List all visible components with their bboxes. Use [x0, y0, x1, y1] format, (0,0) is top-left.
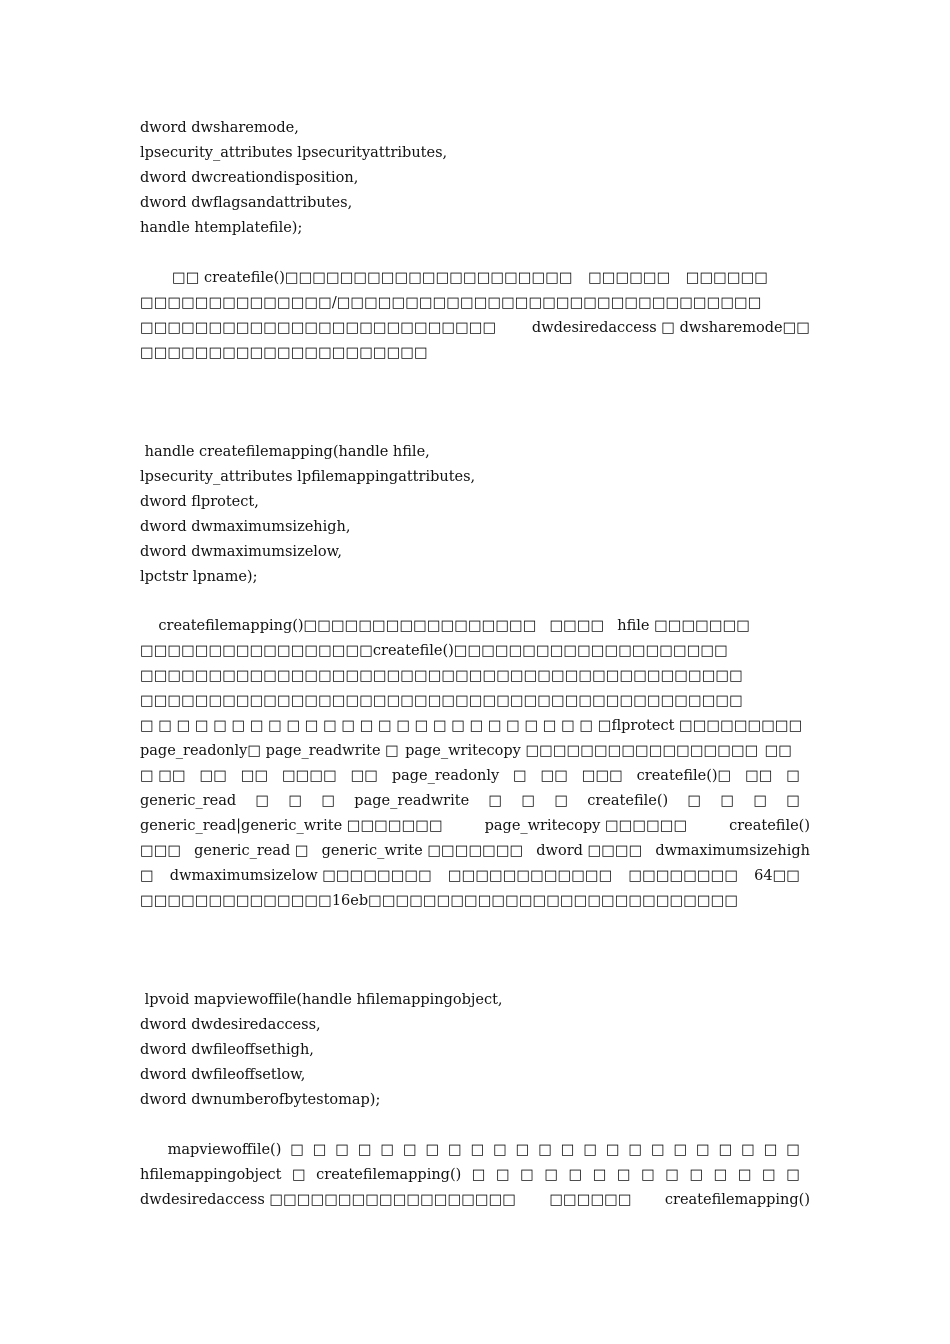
text-run: □ [290, 1142, 304, 1158]
text-run: □□□□□□□□□□□□□□□□□ [140, 643, 373, 659]
code-line: dword dwfileoffsetlow, [140, 1067, 306, 1083]
text-run: □ [741, 1142, 755, 1158]
text-run: □ [753, 793, 768, 809]
code-line: dword dwmaximumsizehigh, [140, 519, 351, 535]
text-run: □ [696, 1142, 710, 1158]
text-run: □ [448, 1142, 462, 1158]
text-run: □□ [540, 768, 568, 784]
text-run: □ [521, 793, 536, 809]
text-run: □ [650, 1142, 665, 1158]
text-run: □ [673, 1142, 688, 1158]
paragraph-line [140, 889, 739, 914]
text-run: /□□□□□□□□□□□□ [331, 295, 502, 311]
text-run: □ [335, 1142, 349, 1158]
text-run: □ [520, 1167, 534, 1183]
text-run: □ [380, 1142, 395, 1158]
text-run: page_writecopy □□□□□□ [484, 818, 688, 834]
text-run: □□□□□□□□□□□□□□□□□□□□□□□□□□ [140, 320, 497, 336]
text-run: generic_read [140, 793, 237, 809]
text-run: □ [470, 1142, 485, 1158]
text-run: dwdesiredaccess □□□□□□□□□□□□□□□□□□ [140, 1192, 516, 1208]
text-run: □ [687, 793, 702, 809]
text-run: □ [312, 1142, 327, 1158]
code-line: dword flprotect, [140, 494, 259, 510]
text-run: □ [425, 1142, 440, 1158]
text-run: □ [493, 1142, 507, 1158]
paragraph-line [140, 764, 800, 789]
text-run: hfile □□□□□□□ [617, 618, 750, 634]
text-run: □ [689, 1167, 704, 1183]
text-run: □ [495, 1167, 510, 1183]
text-run: □ [616, 1167, 631, 1183]
code-line: dword dwsharemode, [140, 120, 299, 136]
code-line: lpvoid mapviewoffile(handle hfilemappingobject, [140, 992, 503, 1008]
text-run: □□□□□□ [685, 270, 768, 286]
text-run: □□ [240, 768, 269, 784]
text-run: □ [568, 1167, 583, 1183]
text-run: □ [720, 793, 735, 809]
text-run: createfile()□ [636, 768, 732, 784]
paragraph-line [140, 316, 810, 341]
text-run: □□□□□□□ [235, 295, 332, 311]
text-run: □ [515, 1142, 530, 1158]
code-line: lpsecurity_attributes lpsecurityattributes, [140, 145, 448, 161]
text-run: 16eb□□□□□□□□□□□□□□□□□□□□□□□□□□□ [331, 893, 739, 909]
text-run: □□□□ [281, 768, 337, 784]
paragraph-line: □□□□□□□□□□□□□□□□□□□□□ [140, 345, 428, 361]
text-run: □□ createfile()□□□□□□□□□□□□□□□□□□□□□ [172, 270, 573, 286]
text-run: createfilemapping() [664, 1192, 810, 1208]
code-line: dword dwmaximumsizelow, [140, 544, 342, 560]
text-run: □ [554, 793, 569, 809]
text-run: □ [357, 1142, 372, 1158]
paragraph-line [140, 291, 762, 316]
text-run: □ [665, 1167, 679, 1183]
text-run: □□□□□□□□ [628, 868, 739, 884]
text-run: □ [402, 1142, 417, 1158]
text-run: □□□□□□ [549, 1192, 632, 1208]
text-run: □ [538, 1142, 552, 1158]
text-run: □□ [764, 743, 792, 759]
text-run: dwmaximumsizelow □□□□□□□□ [169, 868, 432, 884]
text-run: □□□ [581, 768, 623, 784]
text-run: □ [641, 1167, 655, 1183]
text-run: □ [255, 793, 270, 809]
text-run: □□□□□□□□□ [501, 295, 625, 311]
text-run: hfilemappingobject [140, 1167, 282, 1183]
text-run: □□□ [140, 843, 182, 859]
text-run: mapviewoffile() [140, 1142, 282, 1158]
text-run: □ [592, 1167, 607, 1183]
text-run: □ □□ [140, 768, 186, 784]
text-run: createfile() [587, 793, 669, 809]
text-run: □ [786, 1142, 800, 1158]
text-run: □□□□□□□□□□ [624, 295, 762, 311]
text-run: □□ [199, 768, 227, 784]
text-run: □□□□□□□ [140, 295, 236, 311]
text-run: page_readonly [391, 768, 500, 784]
text-run: □ [713, 1167, 728, 1183]
text-run: dwmaximumsizehigh [655, 843, 810, 859]
text-run: generic_read □ [194, 843, 309, 859]
code-line: dword dwflagsandattributes, [140, 195, 353, 211]
text-run: □ [718, 1142, 733, 1158]
text-run: □ [786, 1167, 800, 1183]
paragraph-line [140, 639, 726, 664]
text-run: □ [786, 768, 800, 784]
text-run: □ [737, 1167, 752, 1183]
paragraph-line [140, 614, 750, 639]
text-run: □ □ □ □ □ □ □ □ □ □ □ □ □ □ □ □ □ □ □ □ □ □ □ □ □ □ [140, 718, 612, 734]
code-line: handle htemplatefile); [140, 220, 303, 236]
text-run: createfilemapping()□□□□□□□□□□□□□□□□□ [140, 618, 537, 634]
text-run: □ [605, 1142, 620, 1158]
text-run: □ [288, 793, 303, 809]
text-run: createfilemapping() [316, 1167, 462, 1183]
paragraph-line [140, 1163, 800, 1188]
paragraph-line: □□□□□□□□□□□□□□□□□□□□□□□□□□□□□□□□□□□□□□□□□□□□ [140, 668, 743, 684]
code-line: dword dwcreationdisposition, [140, 170, 359, 186]
text-run: □ [513, 768, 527, 784]
paragraph-line [140, 739, 792, 764]
paragraph-line [140, 864, 800, 889]
text-run: □ [321, 793, 336, 809]
paragraph-line [140, 789, 800, 814]
text-run: createfile() [729, 818, 810, 834]
text-run: createfile()□□□□□□□□□ [372, 643, 578, 659]
text-run: □ [628, 1142, 643, 1158]
text-run: □□□□□□□□□□□□□□ [140, 893, 332, 909]
text-run: □□□□□□□□□□□ [577, 643, 728, 659]
text-run: generic_write □□□□□□□ [321, 843, 524, 859]
text-run: page_readonly□ page_readwrite □ [140, 743, 399, 759]
text-run: page_readwrite [354, 793, 470, 809]
paragraph-line: □□□□□□□□□□□□□□□□□□□□□□□□□□□□□□□□□□□□□□□□□□□□ [140, 693, 743, 709]
text-run: □ [140, 868, 154, 884]
code-line: lpctstr lpname); [140, 569, 258, 585]
text-run: flprotect □□□□□□□□□ [611, 718, 803, 734]
paragraph-line [172, 266, 768, 291]
text-run: □□□□□□ [588, 270, 671, 286]
text-run: □□□□ [549, 618, 605, 634]
text-run: 64□□ [754, 868, 800, 884]
code-line: handle createfilemapping(handle hfile, [140, 444, 430, 460]
text-run: □□ [350, 768, 378, 784]
text-run: □□ [745, 768, 773, 784]
text-run: dword □□□□ [536, 843, 643, 859]
text-run: □ [471, 1167, 486, 1183]
text-run: □ [786, 793, 800, 809]
text-run: □ [583, 1142, 598, 1158]
text-run: generic_read|generic_write □□□□□□□ [140, 818, 443, 834]
text-run: page_writecopy □□□□□□□□□□□□□□□□□ [405, 743, 759, 759]
code-line: dword dwfileoffsethigh, [140, 1042, 314, 1058]
paragraph-line [140, 839, 810, 864]
text-run: □ [544, 1167, 559, 1183]
code-line: lpsecurity_attributes lpfilemappingattributes, [140, 469, 476, 485]
paragraph-line [140, 714, 803, 739]
text-run: □ [291, 1167, 306, 1183]
text-run: □ [560, 1142, 575, 1158]
paragraph-line [140, 1138, 800, 1163]
paragraph-line [140, 1188, 810, 1213]
text-run: □□□□□□□□□□□□ [447, 868, 613, 884]
text-run: □ [762, 1167, 776, 1183]
code-line: dword dwnumberofbytestomap); [140, 1092, 381, 1108]
code-line: dword dwdesiredaccess, [140, 1017, 321, 1033]
paragraph-line [140, 814, 810, 839]
text-run: □ [763, 1142, 778, 1158]
text-run: □ [488, 793, 503, 809]
text-run: dwdesiredaccess □ dwsharemode□□ [531, 320, 810, 336]
